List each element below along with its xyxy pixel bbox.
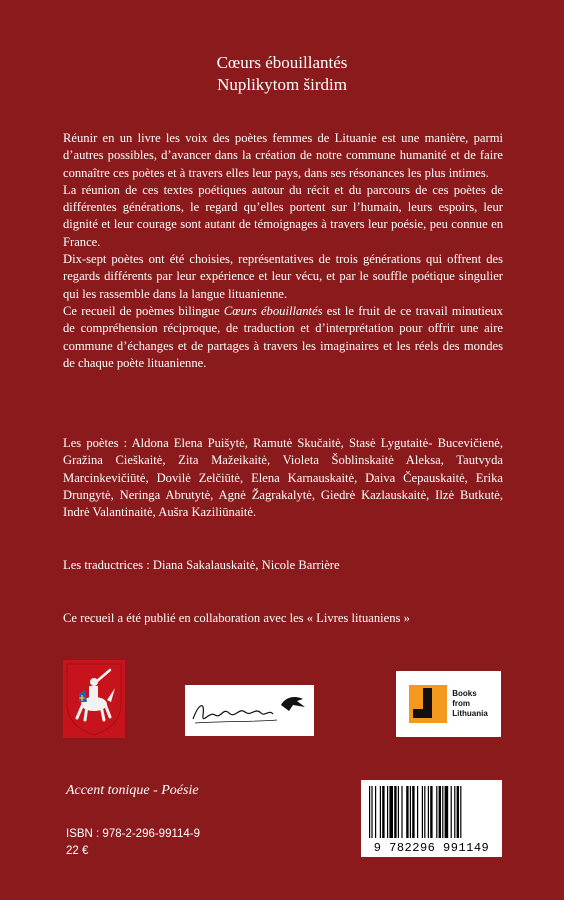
intro-paragraph-2: La réunion de ces textes poétiques autour du récit et du parcours de ces poètes de différentes générations, le regard qu’elles portent sur l’humain, leurs espoirs, leur dignité et leur courage sont autant de témoignages à travers leur poésie, peu connue en France.: [63, 182, 503, 249]
intro-p4-title: Cœurs ébouillantés: [223, 303, 323, 318]
books-label-line1: Books: [452, 689, 477, 698]
collaboration-line: Ce recueil a été publié en collaboration avec les « Livres lituaniens »: [63, 611, 410, 625]
barcode-digits: 9 782296 991149: [373, 841, 490, 855]
intro-paragraph-3: Dix-sept poètes ont été choisies, représentatives de trois générations qui offrent des regards différents par leur expérience et leur vécu, et par le souffle poétique singulier qui les rassemble dans la langue lituanienne.: [63, 252, 503, 301]
books-label-line2: from: [452, 699, 470, 708]
intro-p4-end: est le fruit de ce travail minutieux de compréhension réciproque, de traduction et d’interprétation pour offrir une aire commune d’échanges et de partages à travers les imaginaires et les réels des mondes de chaque poète lituanienne.: [63, 303, 504, 370]
price: 22 €: [66, 845, 89, 857]
coat-of-arms-logo: [63, 660, 125, 738]
books-emblem-icon: [409, 685, 447, 723]
poets-list: Les poètes : Aldona Elena Puišytė, Ramutė Skučaitė, Stasė Lygutaitė- Bucevičienė, Gražina Cieškaitė, Zita Mažeikaitė, Violeta Šoblinskaitė Aleksa, Tautvyda Marcinkevičiūtė, Dovilė Zelčiūtė, Elena Karnauskaitė, Daiva Čepauskaitė, Erika Drungytė, Neringa Abrutytė, Agnė Žagrakalytė, Giedrė Kazlauskaitė, Ilzė Butkutė, Indrė Valantinaitė, Aušra Kaziliūnaitė.: [63, 436, 503, 520]
translators-line: Les traductrices : Diana Sakalauskaitė, Nicole Barrière: [63, 558, 340, 572]
barcode-bars-icon: [361, 780, 502, 842]
writers-union-logo: [185, 685, 314, 736]
collection-name: Accent tonique - Poésie: [66, 783, 199, 798]
books-from-lithuania-logo: [396, 671, 501, 737]
isbn-block: [66, 826, 200, 860]
title-block: [0, 52, 564, 96]
knight-icon: [63, 660, 125, 738]
isbn-number: ISBN : 978-2-296-99114-9: [66, 828, 201, 840]
title-french: Cœurs ébouillantés: [216, 53, 348, 72]
intro-paragraph-1: Réunir en un livre les voix des poètes femmes de Lituanie est une manière, parmi d’autres possibles, d’avancer dans la création de notre commune humanité et de faire connaître ces poètes et à travers elles leur pays, dans ses résonances les plus intimes.: [63, 131, 503, 180]
title-lithuanian: Nuplikytom širdim: [217, 75, 347, 94]
intro-text: [63, 130, 503, 372]
books-label-line3: Lithuania: [452, 709, 488, 718]
intro-p4-start: Ce recueil de poèmes bilingue: [63, 303, 224, 318]
signature-icon: [185, 685, 314, 736]
barcode: [361, 780, 502, 857]
intro-paragraph-4: [63, 303, 503, 372]
